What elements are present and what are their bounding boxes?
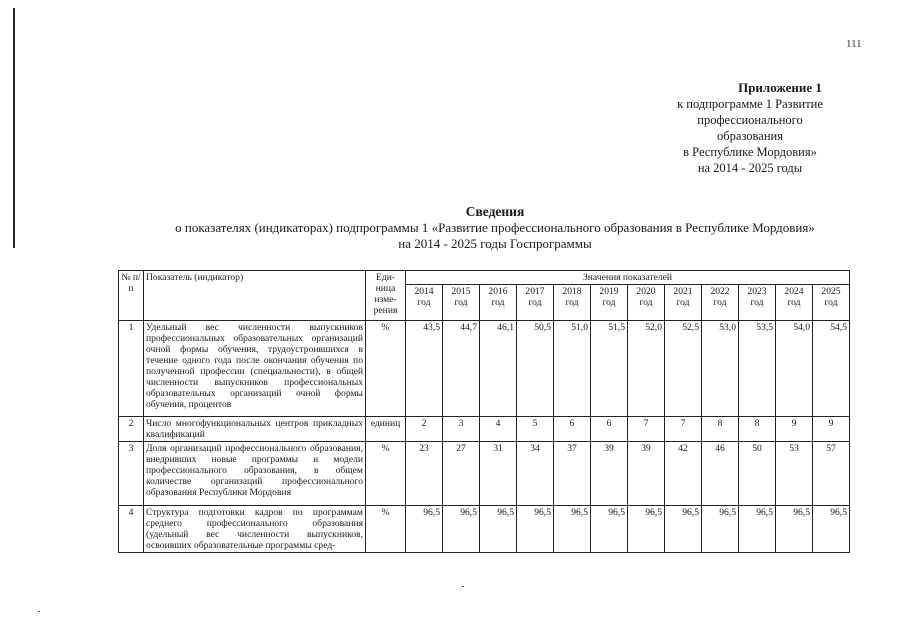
- header-year-number: 2017: [525, 286, 545, 297]
- header-year-2015: [443, 285, 480, 321]
- row-value-2024: 54,0: [776, 321, 813, 417]
- row-value-2020: 7: [628, 417, 665, 442]
- header-year-unit: год: [491, 297, 505, 308]
- table-row: [119, 442, 850, 506]
- row-indicator: Структура подготовки кадров по программам среднего профессионального образования (удельный вес численности выпускников, освоивших образовательные программы сред-: [144, 506, 366, 553]
- appendix-line: профессионального: [697, 113, 803, 127]
- page-number: 111: [846, 38, 862, 50]
- header-year-number: 2023: [747, 286, 767, 297]
- header-year-unit: год: [713, 297, 727, 308]
- row-number: 1: [119, 321, 144, 417]
- row-value-2018: 37: [554, 442, 591, 506]
- header-num: № п/п: [119, 271, 144, 321]
- row-value-2021: 7: [665, 417, 702, 442]
- row-value-2025: 96,5: [813, 506, 850, 553]
- row-value-2015: 44,7: [443, 321, 480, 417]
- row-value-2014: 2: [406, 417, 443, 442]
- appendix-line: образования: [717, 129, 783, 143]
- scan-speck: [462, 586, 464, 587]
- row-value-2018: 96,5: [554, 506, 591, 553]
- row-value-2014: 43,5: [406, 321, 443, 417]
- row-value-2019: 39: [591, 442, 628, 506]
- row-value-2019: 6: [591, 417, 628, 442]
- row-unit: %: [366, 321, 406, 417]
- header-unit: Еди-ница изме-рения: [366, 271, 406, 321]
- row-unit: единиц: [366, 417, 406, 442]
- row-value-2014: 23: [406, 442, 443, 506]
- row-value-2020: 96,5: [628, 506, 665, 553]
- row-value-2025: 54,5: [813, 321, 850, 417]
- header-year-number: 2020: [636, 286, 656, 297]
- document-heading: [100, 204, 890, 252]
- header-year-unit: год: [602, 297, 616, 308]
- appendix-line: в Республике Мордовия»: [683, 145, 817, 159]
- row-number: 4: [119, 506, 144, 553]
- header-year-unit: год: [750, 297, 764, 308]
- row-value-2021: 96,5: [665, 506, 702, 553]
- row-value-2015: 96,5: [443, 506, 480, 553]
- row-indicator: Доля организаций профессионального образования, внедривших новые программы и модели профессионального образования, в общем количестве организаций профессионального образования Республики Мордовия: [144, 442, 366, 506]
- row-value-2022: 46: [702, 442, 739, 506]
- row-value-2016: 31: [480, 442, 517, 506]
- row-value-2018: 51,0: [554, 321, 591, 417]
- heading-title: Сведения: [465, 204, 525, 219]
- row-unit: %: [366, 506, 406, 553]
- header-year-number: 2025: [821, 286, 841, 297]
- row-value-2022: 96,5: [702, 506, 739, 553]
- appendix-block: [640, 80, 860, 176]
- header-year-unit: год: [417, 297, 431, 308]
- indicators-table: [118, 270, 850, 553]
- header-year-2023: [739, 285, 776, 321]
- header-year-unit: год: [824, 297, 838, 308]
- row-value-2023: 96,5: [739, 506, 776, 553]
- header-year-number: 2024: [784, 286, 804, 297]
- table-row: [119, 321, 850, 417]
- row-value-2022: 8: [702, 417, 739, 442]
- row-number: 3: [119, 442, 144, 506]
- left-margin-rule: [13, 8, 15, 248]
- row-value-2020: 39: [628, 442, 665, 506]
- header-indicator: Показатель (индикатор): [144, 271, 366, 321]
- header-year-number: 2016: [488, 286, 508, 297]
- row-value-2017: 50,5: [517, 321, 554, 417]
- row-value-2017: 5: [517, 417, 554, 442]
- header-values-group: Значения показателей: [406, 271, 850, 285]
- row-value-2025: 9: [813, 417, 850, 442]
- row-value-2017: 34: [517, 442, 554, 506]
- row-unit: %: [366, 442, 406, 506]
- row-value-2023: 50: [739, 442, 776, 506]
- header-year-unit: год: [454, 297, 468, 308]
- row-number: 2: [119, 417, 144, 442]
- row-value-2024: 9: [776, 417, 813, 442]
- row-value-2016: 4: [480, 417, 517, 442]
- row-indicator: Удельный вес численности выпускников профессиональных образовательных организаций очной формы обучения, трудоустроившихся в течение одного года после окончания обучения по полученной профессии (специальности), в общей численности выпускников профессиональных образовательных организаций очной формы обучения, процентов: [144, 321, 366, 417]
- header-year-2021: [665, 285, 702, 321]
- header-year-2017: [517, 285, 554, 321]
- row-value-2015: 27: [443, 442, 480, 506]
- header-year-unit: год: [676, 297, 690, 308]
- table-row: [119, 417, 850, 442]
- header-year-unit: год: [639, 297, 653, 308]
- header-year-number: 2019: [599, 286, 619, 297]
- header-year-2016: [480, 285, 517, 321]
- row-indicator: Число многофункциональных центров прикладных квалификаций: [144, 417, 366, 442]
- header-year-2020: [628, 285, 665, 321]
- row-value-2019: 96,5: [591, 506, 628, 553]
- header-year-2024: [776, 285, 813, 321]
- row-value-2020: 52,0: [628, 321, 665, 417]
- row-value-2023: 53,5: [739, 321, 776, 417]
- header-year-2022: [702, 285, 739, 321]
- header-year-number: 2014: [414, 286, 434, 297]
- header-year-2014: [406, 285, 443, 321]
- row-value-2024: 53: [776, 442, 813, 506]
- row-value-2018: 6: [554, 417, 591, 442]
- appendix-line: к подпрограмме 1 Развитие: [677, 97, 823, 111]
- heading-line-2: на 2014 - 2025 годы Госпрограммы: [398, 236, 592, 251]
- header-year-unit: год: [787, 297, 801, 308]
- header-year-number: 2022: [710, 286, 730, 297]
- heading-line-1: о показателях (индикаторах) подпрограммы 1 «Развитие профессионального образования в Республике Мордовия»: [175, 220, 815, 235]
- row-value-2016: 46,1: [480, 321, 517, 417]
- header-year-2019: [591, 285, 628, 321]
- row-value-2022: 53,0: [702, 321, 739, 417]
- row-value-2023: 8: [739, 417, 776, 442]
- header-year-number: 2015: [451, 286, 471, 297]
- row-value-2025: 57: [813, 442, 850, 506]
- row-value-2021: 52,5: [665, 321, 702, 417]
- appendix-title: Приложение 1: [738, 80, 822, 95]
- header-year-unit: год: [565, 297, 579, 308]
- row-value-2015: 3: [443, 417, 480, 442]
- row-value-2017: 96,5: [517, 506, 554, 553]
- row-value-2019: 51,5: [591, 321, 628, 417]
- scan-speck: [38, 611, 40, 612]
- header-year-2018: [554, 285, 591, 321]
- header-year-number: 2021: [673, 286, 693, 297]
- header-year-number: 2018: [562, 286, 582, 297]
- row-value-2016: 96,5: [480, 506, 517, 553]
- header-year-2025: [813, 285, 850, 321]
- row-value-2021: 42: [665, 442, 702, 506]
- header-year-unit: год: [528, 297, 542, 308]
- table-row: [119, 506, 850, 553]
- row-value-2024: 96,5: [776, 506, 813, 553]
- row-value-2014: 96,5: [406, 506, 443, 553]
- appendix-line: на 2014 - 2025 годы: [697, 161, 803, 175]
